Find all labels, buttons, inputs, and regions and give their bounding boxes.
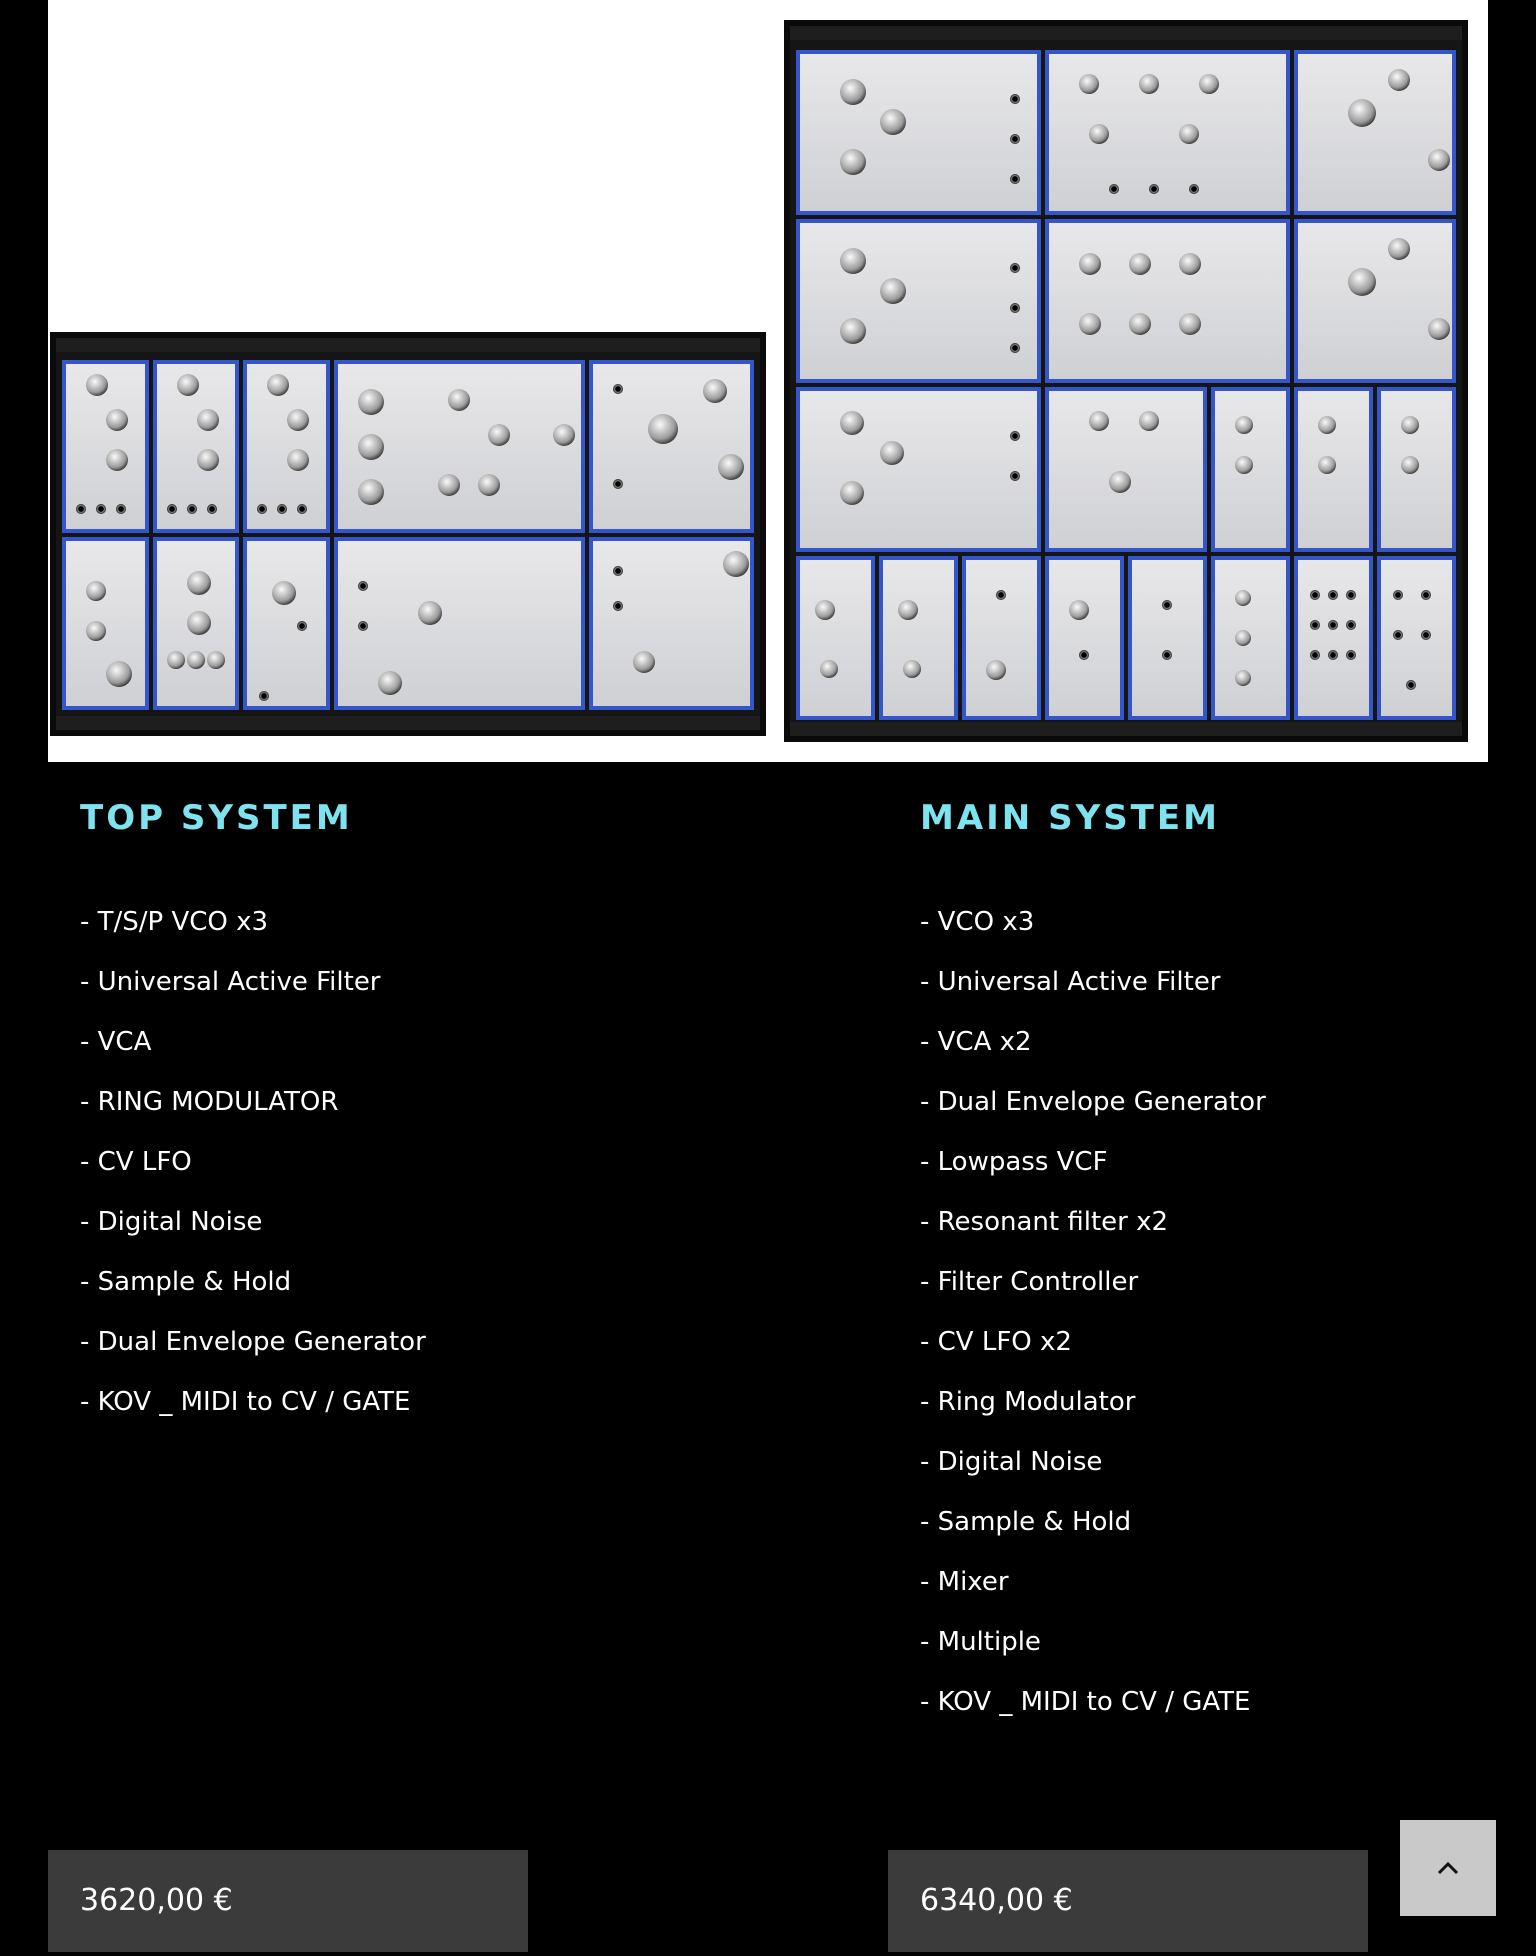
- top-system-module-item: - Dual Envelope Generator: [80, 1327, 426, 1357]
- top-system-heading: TOP SYSTEM: [80, 798, 353, 838]
- main-system-module-item: - CV LFO x2: [920, 1327, 1072, 1357]
- top-system-module-item: - KOV _ MIDI to CV / GATE: [80, 1387, 411, 1417]
- top-system-module-item: - VCA: [80, 1027, 152, 1057]
- main-system-case: [784, 20, 1468, 742]
- top-system-module-item: - CV LFO: [80, 1147, 192, 1177]
- top-system-module-list: [80, 892, 426, 1432]
- main-system-module-item: - Multiple: [920, 1627, 1041, 1657]
- main-system-module-item: - Sample & Hold: [920, 1507, 1132, 1537]
- main-system-module-item: - Dual Envelope Generator: [920, 1087, 1266, 1117]
- scroll-to-top-button[interactable]: [1400, 1820, 1496, 1916]
- top-system-module-item: - RING MODULATOR: [80, 1087, 339, 1117]
- main-system-module-list: [920, 892, 1266, 1732]
- main-system-module-item: - Lowpass VCF: [920, 1147, 1108, 1177]
- main-system-module-item: - Resonant filter x2: [920, 1207, 1169, 1237]
- main-system-module-item: - KOV _ MIDI to CV / GATE: [920, 1687, 1251, 1717]
- main-system-module-item: - Digital Noise: [920, 1447, 1103, 1477]
- main-system-module-item: - Mixer: [920, 1567, 1009, 1597]
- chevron-up-icon: [1437, 1861, 1459, 1875]
- top-system-price: 3620,00 €: [48, 1850, 528, 1952]
- main-system-module-item: - VCA x2: [920, 1027, 1032, 1057]
- top-system-module-item: - Universal Active Filter: [80, 967, 381, 997]
- top-system-module-item: - Sample & Hold: [80, 1267, 292, 1297]
- top-system-module-item: - T/S/P VCO x3: [80, 907, 269, 937]
- top-system-module-item: - Digital Noise: [80, 1207, 263, 1237]
- main-system-module-item: - Filter Controller: [920, 1267, 1139, 1297]
- top-system-case: [50, 332, 766, 736]
- synth-systems-photo: [48, 0, 1488, 762]
- main-system-module-item: - Ring Modulator: [920, 1387, 1136, 1417]
- main-system-heading: MAIN SYSTEM: [920, 798, 1220, 838]
- main-system-module-item: - Universal Active Filter: [920, 967, 1221, 997]
- main-system-module-item: - VCO x3: [920, 907, 1035, 937]
- main-system-price: 6340,00 €: [888, 1850, 1368, 1952]
